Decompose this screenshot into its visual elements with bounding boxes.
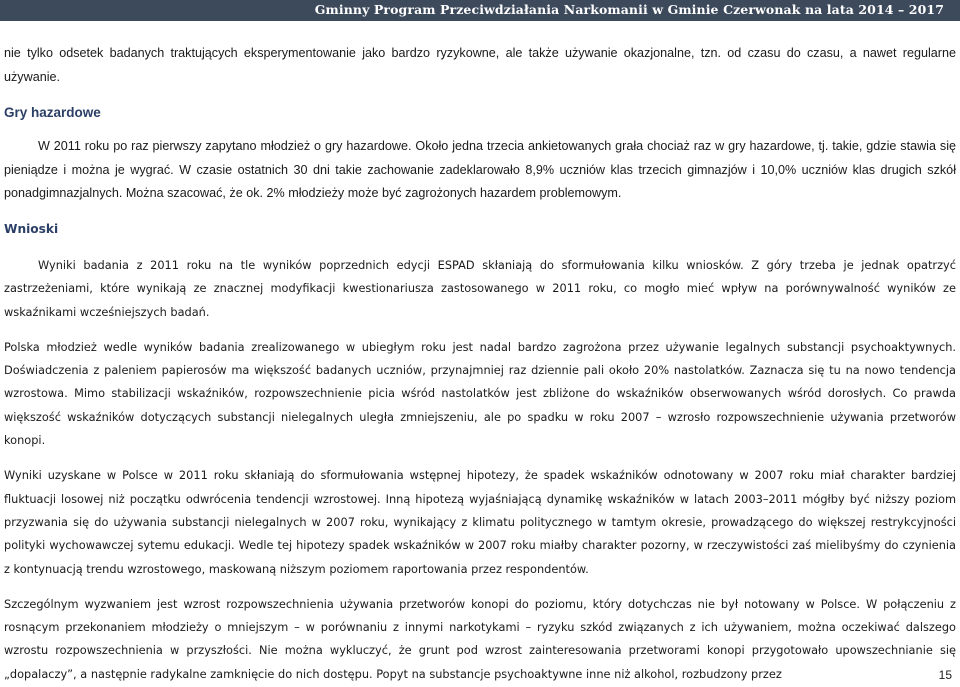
conclusions-paragraph-2: Polska młodzież wedle wyników badania zrealizowanego w ubiegłym roku jest nadal bardzo zagrożona przez używanie legalnych substancji psychoaktywnych. Doświadczenia z paleniem papierosów ma większość badanych uczniów, przynajmniej raz dziennie pali około 20% nastolatków. Zaznacza się tu na nowo tendencja wzrostowa. Mimo stabilizacji wskaźników, rozpowszechnienie picia wśród nastolatków jest zbliżone do wskaźników obserwowanych wśród dorosłych. Co prawda większość wskaźników dotyczących substancji nielegalnych uległa zmniejszeniu, ale po spadku w roku 2007 – wzrosło rozpowszechnienie używania przetworów konopi. bbox=[4, 339, 956, 448]
page-number: 15 bbox=[938, 668, 952, 682]
header-bar bbox=[0, 0, 960, 21]
document-title: Gminny Program Przeciwdziałania Narkomanii w Gminie Czerwonak na lata 2014 – 2017 bbox=[314, 2, 944, 17]
intro-paragraph: nie tylko odsetek badanych traktujących eksperymentowanie jako bardzo ryzykowne, ale także używanie okazjonalne, tzn. od czasu do czasu, a nawet regularne używanie. bbox=[4, 46, 956, 84]
conclusions-paragraph-1: Wyniki badania z 2011 roku na tle wyników poprzednich edycji ESPAD skłaniają do sformułowania kilku wniosków. Z góry trzeba je jednak opatrzyć zastrzeżeniami, które wynikają ze znacznej modyfikacji kwestionariusza zastosowanego w 2011 roku, co mogło mieć wpływ na porównywalność wyników ze wskaźnikami wcześniejszych badań. bbox=[4, 257, 956, 319]
conclusions-paragraph-3: Wyniki uzyskane w Polsce w 2011 roku skłaniają do sformułowania wstępnej hipotezy, że spadek wskaźników odnotowany w 2007 roku miał charakter bardziej fluktuacji losowej niż początku odwrócenia tendencji wzrostowej. Inną hipotezą wyjaśniającą dynamikę wskaźników w latach 2003–2011 mógłby być niższy poziom przyzwania się do używania substancji nielegalnych w 2007 roku, wynikający z klimatu politycznego w tamtym okresie, prowadzącego do większej restrykcyjności polityki wychowawczej sytemu edukacji. Wedle tej hipotezy spadek wskaźników w 2007 roku miałby charakter pozorny, w rzeczywistości zaś mielibyśmy do czynienia z kontynuacją trendu wzrostowego, maskowaną niższym poziomem raportowania przez respondentów. bbox=[4, 468, 956, 576]
conclusions-paragraph-4: Szczególnym wyzwaniem jest wzrost rozpowszechnienia używania przetworów konopi do poziomu, który dotychczas nie był notowany w Polsce. W połączeniu z rosnącym przekonaniem młodzieży o mniejszym – w porównaniu z innymi narkotykami – ryzyku szkód związanych z ich używaniem, można oczekiwać dalszego wzrostu rozpowszechnienia w przyszłości. Nie można wykluczyć, że grunt pod wzrost zainteresowania przetworami konopi przygotowało upowszechnianie się „dopalaczy”, a następnie radykalne zamknięcie do nich dostępu. Popyt na substancje psychoaktywne inne niż alkohol, rozbudzony przez bbox=[4, 596, 956, 681]
page-content bbox=[4, 42, 956, 686]
section-heading-conclusions: Wnioski bbox=[4, 221, 59, 236]
section-heading-gambling: Gry hazardowe bbox=[4, 105, 101, 121]
gambling-paragraph: W 2011 roku po raz pierwszy zapytano młodzież o gry hazardowe. Około jedna trzecia ankietowanych grała chociaż raz w gry hazardowe, tj. takie, gdzie stawia się pieniądze i można je wygrać. W czasie ostatnich 30 dni takie zachowanie zadeklarowało 8,9% uczniów klas trzecich gimnazjów i 10,0% uczniów klas drugich szkół ponadgimnazjalnych. Można szacować, że ok. 2% młodzieży może być zagrożonych hazardem problemowym. bbox=[4, 139, 956, 201]
